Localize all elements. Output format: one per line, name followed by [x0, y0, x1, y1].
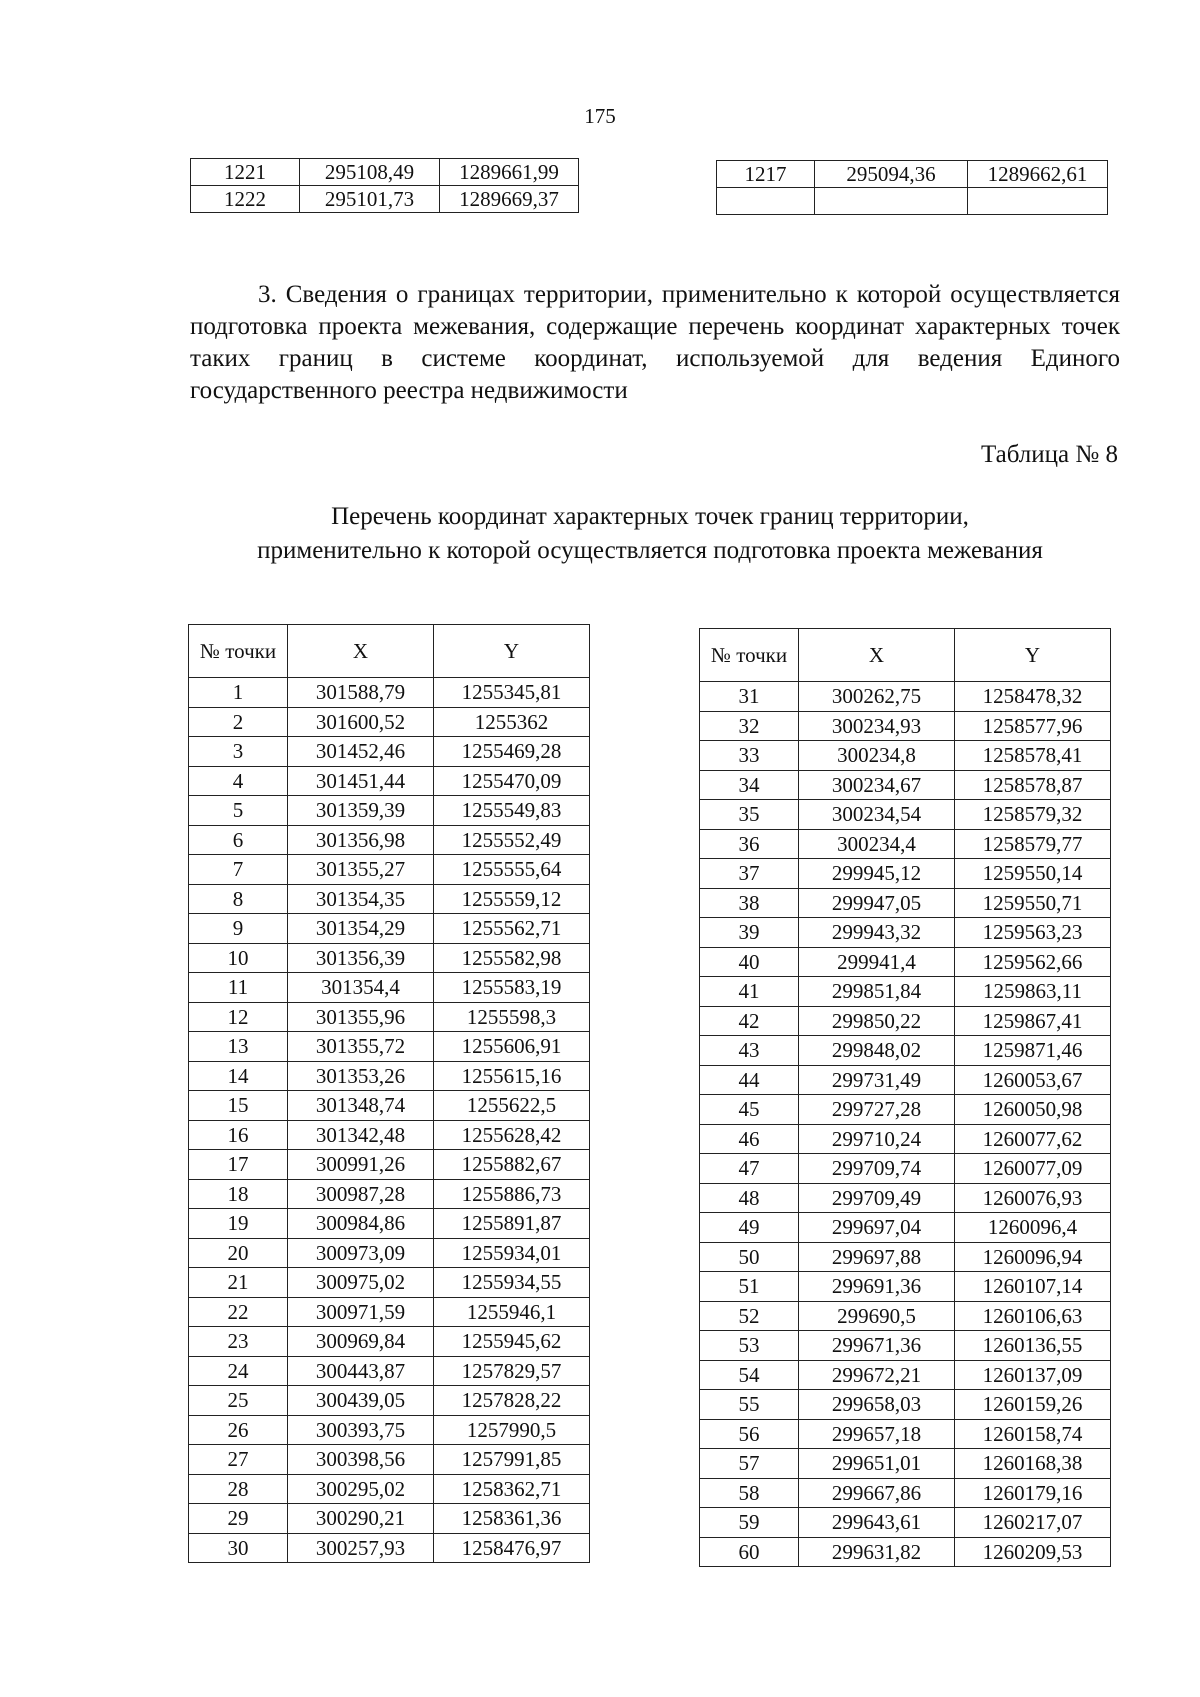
cell-point-number: 25: [189, 1386, 288, 1416]
cell-y: 1255628,42: [434, 1120, 590, 1150]
table-row: [189, 1445, 590, 1475]
continuation-table-left: [190, 158, 579, 213]
cell-point-number: 39: [700, 918, 799, 948]
cell-x: 299691,36: [799, 1272, 955, 1302]
table-row: [189, 1504, 590, 1534]
cell-y: [968, 188, 1108, 215]
cell-x: 299667,86: [799, 1478, 955, 1508]
table-row: [700, 800, 1111, 830]
cell-x: 299850,22: [799, 1006, 955, 1036]
table-row: [189, 1268, 590, 1298]
cell-x: 300991,26: [288, 1150, 434, 1180]
cell-x: 301354,4: [288, 973, 434, 1003]
coordinates-table-right: [699, 628, 1111, 1567]
table-row: [700, 1390, 1111, 1420]
cell-point-number: 57: [700, 1449, 799, 1479]
cell-x: 299943,32: [799, 918, 955, 948]
table-row: [189, 1474, 590, 1504]
cell-y: 1255946,1: [434, 1297, 590, 1327]
table-row: [700, 1301, 1111, 1331]
cell-point-number: 9: [189, 914, 288, 944]
cell-x: 301356,98: [288, 825, 434, 855]
cell-x: 301354,35: [288, 884, 434, 914]
table-row: [700, 741, 1111, 771]
table-row: [700, 1419, 1111, 1449]
table-row: [700, 1213, 1111, 1243]
table-row: [700, 829, 1111, 859]
table-row: [189, 796, 590, 826]
table-caption: [150, 500, 1150, 568]
cell-x: 299941,4: [799, 947, 955, 977]
table-row: [189, 973, 590, 1003]
cell-y: 1257991,85: [434, 1445, 590, 1475]
cell-y: 1289661,99: [440, 159, 579, 186]
continuation-table-right: [716, 160, 1108, 215]
table-header-row: [700, 629, 1111, 682]
cell-point-number: 29: [189, 1504, 288, 1534]
cell-point-number: 15: [189, 1091, 288, 1121]
cell-y: 1259550,14: [955, 859, 1111, 889]
cell-y: 1258578,87: [955, 770, 1111, 800]
cell-x: 299848,02: [799, 1036, 955, 1066]
cell-point-number: 10: [189, 943, 288, 973]
cell-x: 301359,39: [288, 796, 434, 826]
table-row: [700, 1360, 1111, 1390]
cell-x: 300984,86: [288, 1209, 434, 1239]
cell-y: 1260077,09: [955, 1154, 1111, 1184]
cell-y: 1260179,16: [955, 1478, 1111, 1508]
cell-x: 299631,82: [799, 1537, 955, 1567]
cell-x: 300971,59: [288, 1297, 434, 1327]
table-row: [700, 1272, 1111, 1302]
cell-x: 300439,05: [288, 1386, 434, 1416]
table-row: [189, 1150, 590, 1180]
cell-point-number: 24: [189, 1356, 288, 1386]
table-row: [189, 1327, 590, 1357]
table-row: [189, 914, 590, 944]
table-caption-line-2: применительно к которой осуществляется подготовка проекта межевания: [257, 537, 1043, 564]
cell-point-number: 47: [700, 1154, 799, 1184]
cell-point-number: 1221: [191, 159, 300, 186]
page-number: 175: [584, 104, 616, 128]
cell-y: 1255615,16: [434, 1061, 590, 1091]
cell-y: 1255362: [434, 707, 590, 737]
cell-x: 301356,39: [288, 943, 434, 973]
cell-x: [815, 188, 968, 215]
cell-point-number: 50: [700, 1242, 799, 1272]
table-row: [189, 766, 590, 796]
cell-y: 1255562,71: [434, 914, 590, 944]
cell-point-number: 17: [189, 1150, 288, 1180]
table-row: [700, 888, 1111, 918]
cell-x: 301452,46: [288, 737, 434, 767]
cell-x: 300234,4: [799, 829, 955, 859]
coordinates-table-left: [188, 624, 590, 1563]
cell-point-number: 1222: [191, 186, 300, 213]
cell-x: 301600,52: [288, 707, 434, 737]
cell-y: 1259871,46: [955, 1036, 1111, 1066]
cell-y: 1255469,28: [434, 737, 590, 767]
cell-y: 1255552,49: [434, 825, 590, 855]
table-row: [700, 1006, 1111, 1036]
cell-point-number: 27: [189, 1445, 288, 1475]
section-heading-text: 3. Сведения о границах территории, применительно к которой осуществляется подготовка проекта межевания, содержащие перечень координат характерных точек таких границ в системе координат, используемой для ведения Единого государственного реестра недвижимости: [190, 281, 1120, 404]
cell-x: 300973,09: [288, 1238, 434, 1268]
cell-y: 1260077,62: [955, 1124, 1111, 1154]
cell-y: 1255891,87: [434, 1209, 590, 1239]
cell-y: 1260159,26: [955, 1390, 1111, 1420]
table-row: [700, 1449, 1111, 1479]
cell-x: 299657,18: [799, 1419, 955, 1449]
table-row: [700, 1065, 1111, 1095]
cell-point-number: 53: [700, 1331, 799, 1361]
cell-y: 1260168,38: [955, 1449, 1111, 1479]
cell-point-number: 41: [700, 977, 799, 1007]
table-row: [189, 943, 590, 973]
cell-y: 1260217,07: [955, 1508, 1111, 1538]
cell-point-number: 7: [189, 855, 288, 885]
cell-y: 1255622,5: [434, 1091, 590, 1121]
table-row: [700, 947, 1111, 977]
cell-x: 300234,93: [799, 711, 955, 741]
table-row: [700, 859, 1111, 889]
cell-x: 299658,03: [799, 1390, 955, 1420]
cell-y: 1255555,64: [434, 855, 590, 885]
cell-point-number: 2: [189, 707, 288, 737]
column-header-x: X: [288, 625, 434, 678]
cell-point-number: 16: [189, 1120, 288, 1150]
cell-x: 299709,49: [799, 1183, 955, 1213]
cell-point-number: 32: [700, 711, 799, 741]
cell-x: 295101,73: [300, 186, 440, 213]
table-number-label: Таблица № 8: [980, 441, 1118, 468]
cell-x: 299851,84: [799, 977, 955, 1007]
table-row: [189, 1061, 590, 1091]
cell-y: 1258362,71: [434, 1474, 590, 1504]
cell-x: 300257,93: [288, 1533, 434, 1563]
cell-y: 1257828,22: [434, 1386, 590, 1416]
table-row: [189, 1120, 590, 1150]
cell-point-number: 21: [189, 1268, 288, 1298]
table-row: [189, 825, 590, 855]
cell-x: 299945,12: [799, 859, 955, 889]
cell-x: 301355,96: [288, 1002, 434, 1032]
cell-point-number: 33: [700, 741, 799, 771]
cell-y: 1257990,5: [434, 1415, 590, 1445]
cell-point-number: 54: [700, 1360, 799, 1390]
cell-x: 301354,29: [288, 914, 434, 944]
cell-point-number: 52: [700, 1301, 799, 1331]
cell-point-number: 13: [189, 1032, 288, 1062]
table-row: [700, 1478, 1111, 1508]
table-row: [189, 1209, 590, 1239]
table-row: [189, 1297, 590, 1327]
table-row: [700, 682, 1111, 712]
cell-point-number: 23: [189, 1327, 288, 1357]
cell-y: 1258577,96: [955, 711, 1111, 741]
table-row: [700, 977, 1111, 1007]
table-row: [189, 1415, 590, 1445]
cell-y: 1255886,73: [434, 1179, 590, 1209]
cell-point-number: 34: [700, 770, 799, 800]
cell-y: 1258579,32: [955, 800, 1111, 830]
cell-x: 301353,26: [288, 1061, 434, 1091]
table-row: [189, 884, 590, 914]
cell-point-number: 20: [189, 1238, 288, 1268]
cell-point-number: [717, 188, 815, 215]
cell-y: 1260096,4: [955, 1213, 1111, 1243]
cell-y: 1260076,93: [955, 1183, 1111, 1213]
cell-point-number: 19: [189, 1209, 288, 1239]
cell-x: 299672,21: [799, 1360, 955, 1390]
table-caption-line-1: Перечень координат характерных точек границ территории,: [331, 503, 969, 530]
cell-point-number: 5: [189, 796, 288, 826]
cell-x: 301355,27: [288, 855, 434, 885]
table-row: [700, 1242, 1111, 1272]
table-row: [191, 186, 579, 213]
cell-x: 300290,21: [288, 1504, 434, 1534]
cell-x: 299697,88: [799, 1242, 955, 1272]
column-header-x: X: [799, 629, 955, 682]
cell-y: 1255470,09: [434, 766, 590, 796]
cell-y: 1255598,3: [434, 1002, 590, 1032]
table-row: [189, 1238, 590, 1268]
cell-y: 1260050,98: [955, 1095, 1111, 1125]
cell-y: 1255345,81: [434, 678, 590, 708]
column-header-point-number: № точки: [700, 629, 799, 682]
cell-x: 299710,24: [799, 1124, 955, 1154]
table-row: [191, 159, 579, 186]
cell-x: 301355,72: [288, 1032, 434, 1062]
cell-point-number: 56: [700, 1419, 799, 1449]
cell-y: 1260106,63: [955, 1301, 1111, 1331]
table-row: [717, 188, 1108, 215]
cell-x: 299651,01: [799, 1449, 955, 1479]
cell-y: 1255549,83: [434, 796, 590, 826]
table-row: [189, 678, 590, 708]
cell-point-number: 51: [700, 1272, 799, 1302]
table-row: [189, 855, 590, 885]
table-row: [700, 1124, 1111, 1154]
cell-x: 299697,04: [799, 1213, 955, 1243]
table-row: [189, 1002, 590, 1032]
cell-point-number: 30: [189, 1533, 288, 1563]
cell-y: 1255582,98: [434, 943, 590, 973]
table-row: [189, 1032, 590, 1062]
cell-y: 1259563,23: [955, 918, 1111, 948]
cell-x: 300987,28: [288, 1179, 434, 1209]
cell-y: 1260096,94: [955, 1242, 1111, 1272]
cell-x: 300975,02: [288, 1268, 434, 1298]
cell-y: 1260137,09: [955, 1360, 1111, 1390]
cell-point-number: 11: [189, 973, 288, 1003]
column-header-point-number: № точки: [189, 625, 288, 678]
cell-point-number: 4: [189, 766, 288, 796]
cell-point-number: 1217: [717, 161, 815, 188]
cell-point-number: 12: [189, 1002, 288, 1032]
cell-point-number: 18: [189, 1179, 288, 1209]
cell-point-number: 40: [700, 947, 799, 977]
cell-y: 1255945,62: [434, 1327, 590, 1357]
cell-point-number: 49: [700, 1213, 799, 1243]
table-row: [189, 1356, 590, 1386]
cell-x: 299731,49: [799, 1065, 955, 1095]
cell-y: 1260107,14: [955, 1272, 1111, 1302]
table-row: [700, 1036, 1111, 1066]
table-row: [700, 1154, 1111, 1184]
cell-x: 301588,79: [288, 678, 434, 708]
cell-y: 1260209,53: [955, 1537, 1111, 1567]
cell-x: 300234,67: [799, 770, 955, 800]
cell-point-number: 6: [189, 825, 288, 855]
cell-y: 1255606,91: [434, 1032, 590, 1062]
table-row: [189, 1179, 590, 1209]
cell-y: 1259550,71: [955, 888, 1111, 918]
table-header-row: [189, 625, 590, 678]
cell-point-number: 60: [700, 1537, 799, 1567]
cell-x: 299727,28: [799, 1095, 955, 1125]
cell-x: 301342,48: [288, 1120, 434, 1150]
cell-y: 1259867,41: [955, 1006, 1111, 1036]
table-row: [700, 1095, 1111, 1125]
cell-point-number: 55: [700, 1390, 799, 1420]
column-header-y: Y: [955, 629, 1111, 682]
cell-x: 299690,5: [799, 1301, 955, 1331]
cell-y: 1255559,12: [434, 884, 590, 914]
cell-x: 299671,36: [799, 1331, 955, 1361]
cell-y: 1289669,37: [440, 186, 579, 213]
cell-y: 1258361,36: [434, 1504, 590, 1534]
cell-y: 1255583,19: [434, 973, 590, 1003]
cell-x: 299709,74: [799, 1154, 955, 1184]
table-row: [189, 1386, 590, 1416]
cell-point-number: 59: [700, 1508, 799, 1538]
cell-x: 300398,56: [288, 1445, 434, 1475]
table-row: [700, 711, 1111, 741]
cell-y: 1260136,55: [955, 1331, 1111, 1361]
cell-x: 301451,44: [288, 766, 434, 796]
cell-y: 1258478,32: [955, 682, 1111, 712]
cell-point-number: 14: [189, 1061, 288, 1091]
cell-y: 1255934,55: [434, 1268, 590, 1298]
cell-point-number: 35: [700, 800, 799, 830]
cell-point-number: 42: [700, 1006, 799, 1036]
cell-point-number: 43: [700, 1036, 799, 1066]
cell-x: 300234,8: [799, 741, 955, 771]
cell-point-number: 58: [700, 1478, 799, 1508]
cell-y: 1259562,66: [955, 947, 1111, 977]
cell-point-number: 1: [189, 678, 288, 708]
table-row: [189, 1533, 590, 1563]
table-row: [700, 770, 1111, 800]
table-row: [700, 1183, 1111, 1213]
cell-point-number: 3: [189, 737, 288, 767]
cell-y: 1257829,57: [434, 1356, 590, 1386]
cell-y: 1255934,01: [434, 1238, 590, 1268]
cell-point-number: 26: [189, 1415, 288, 1445]
cell-point-number: 28: [189, 1474, 288, 1504]
table-row: [189, 707, 590, 737]
cell-y: 1258579,77: [955, 829, 1111, 859]
cell-y: 1258476,97: [434, 1533, 590, 1563]
cell-point-number: 45: [700, 1095, 799, 1125]
cell-point-number: 31: [700, 682, 799, 712]
cell-x: 295094,36: [815, 161, 968, 188]
cell-x: 299643,61: [799, 1508, 955, 1538]
table-row: [189, 1091, 590, 1121]
cell-x: 300234,54: [799, 800, 955, 830]
cell-y: 1260158,74: [955, 1419, 1111, 1449]
cell-y: 1289662,61: [968, 161, 1108, 188]
cell-y: 1255882,67: [434, 1150, 590, 1180]
cell-x: 299947,05: [799, 888, 955, 918]
cell-x: 300295,02: [288, 1474, 434, 1504]
cell-x: 295108,49: [300, 159, 440, 186]
table-row: [717, 161, 1108, 188]
table-row: [189, 737, 590, 767]
cell-point-number: 44: [700, 1065, 799, 1095]
cell-y: 1258578,41: [955, 741, 1111, 771]
cell-x: 300262,75: [799, 682, 955, 712]
table-row: [700, 918, 1111, 948]
cell-y: 1260053,67: [955, 1065, 1111, 1095]
table-row: [700, 1508, 1111, 1538]
cell-point-number: 38: [700, 888, 799, 918]
cell-x: 301348,74: [288, 1091, 434, 1121]
cell-point-number: 37: [700, 859, 799, 889]
column-header-y: Y: [434, 625, 590, 678]
cell-point-number: 36: [700, 829, 799, 859]
cell-x: 300393,75: [288, 1415, 434, 1445]
cell-point-number: 22: [189, 1297, 288, 1327]
cell-point-number: 8: [189, 884, 288, 914]
cell-x: 300969,84: [288, 1327, 434, 1357]
cell-y: 1259863,11: [955, 977, 1111, 1007]
table-row: [700, 1331, 1111, 1361]
table-row: [700, 1537, 1111, 1567]
cell-point-number: 48: [700, 1183, 799, 1213]
cell-x: 300443,87: [288, 1356, 434, 1386]
cell-point-number: 46: [700, 1124, 799, 1154]
